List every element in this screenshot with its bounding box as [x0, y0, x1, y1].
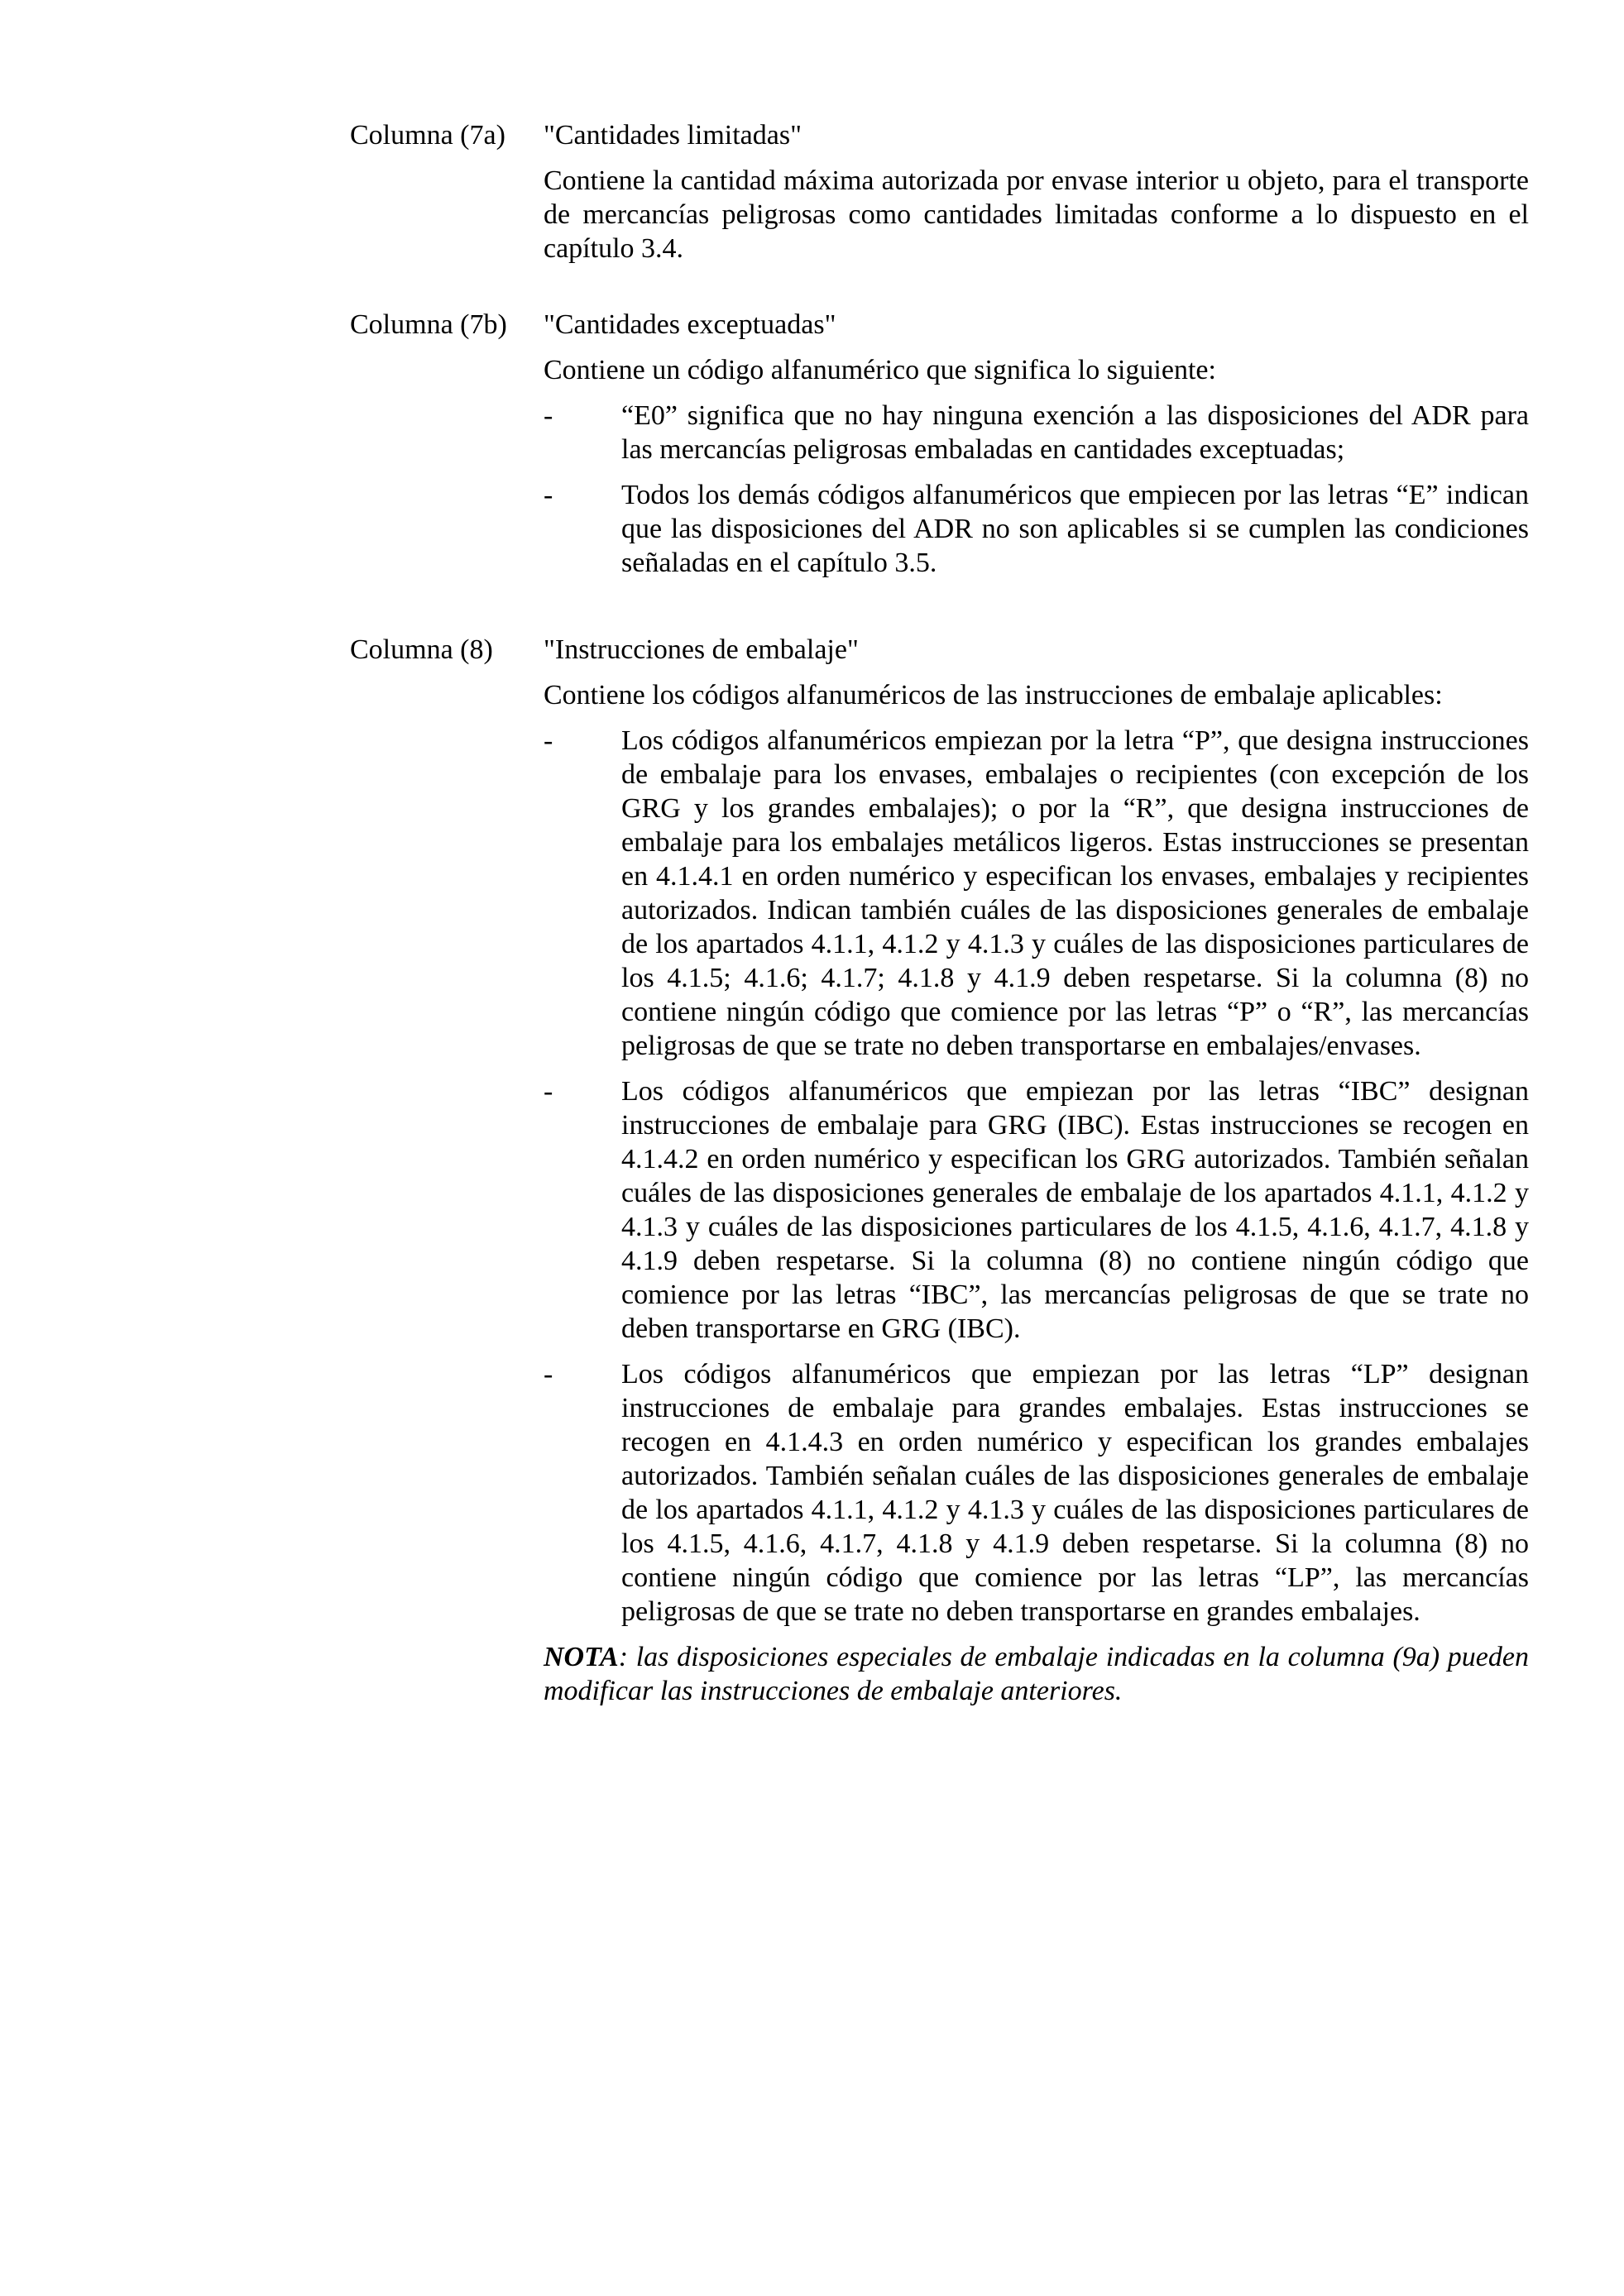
column-label: Columna (7b): [350, 309, 507, 340]
column-title: "Instrucciones de embalaje": [544, 634, 859, 665]
column-title: "Cantidades limitadas": [544, 120, 802, 151]
bullet-dash: -: [544, 1076, 553, 1107]
bullet-dash: -: [544, 480, 553, 510]
list-item: [544, 1357, 1529, 1629]
bullet-dash: -: [544, 725, 553, 756]
column-label: Columna (7a): [350, 120, 505, 151]
note-text: : las disposiciones especiales de embalaje indicadas en la columna (9a) pueden modificar las instrucciones de embalaje anteriores.: [544, 1642, 1529, 1706]
column-body: [544, 633, 1529, 1708]
list-item: [544, 478, 1529, 580]
note-label: NOTA: [544, 1642, 619, 1672]
list-item: [544, 1074, 1529, 1346]
column-body: [544, 308, 1529, 580]
list-item: [544, 399, 1529, 466]
column-paragraph: Contiene los códigos alfanuméricos de las instrucciones de embalaje aplicables:: [544, 680, 1443, 710]
bullet-dash: -: [544, 400, 553, 431]
bullet-text: “E0” significa que no hay ninguna exención a las disposiciones del ADR para las mercancías peligrosas embaladas en cantidades exceptuadas;: [621, 400, 1529, 465]
bullet-text: Los códigos alfanuméricos que empiezan por las letras “LP” designan instrucciones de embalaje para grandes embalajes. Estas instrucciones se recogen en 4.1.4.3 en orden numérico y especifican los grandes embalajes autorizados. También señalan cuáles de las disposiciones generales de embalaje de los apartados 4.1.1, 4.1.2 y 4.1.3 y cuáles de las disposiciones particulares de los 4.1.5, 4.1.6, 4.1.7, 4.1.8 y 4.1.9 deben respetarse. Si la columna (8) no contiene ningún código que comience por las letras “LP”, las mercancías peligrosas de que se trate no deben transportarse en grandes embalajes.: [621, 1359, 1529, 1627]
column-body: [544, 118, 1529, 265]
list-item: [544, 724, 1529, 1063]
bullet-dash: -: [544, 1359, 553, 1390]
column-title: "Cantidades exceptuadas": [544, 309, 836, 340]
bullet-text: Los códigos alfanuméricos empiezan por la letra “P”, que designa instrucciones de embalaje para los envases, embalajes o recipientes (con excepción de los GRG y los grandes embalajes); o por la “R”, que designa instrucciones de embalaje para los embalajes metálicos ligeros. Estas instrucciones se presentan en 4.1.4.1 en orden numérico y especifican los envases, embalajes y recipientes autorizados. Indican también cuáles de las disposiciones generales de embalaje de los apartados 4.1.1, 4.1.2 y 4.1.3 y cuáles de las disposiciones particulares de los 4.1.5; 4.1.6; 4.1.7; 4.1.8 y 4.1.9 deben respetarse. Si la columna (8) no contiene ningún código que comience por las letras “P” o “R”, las mercancías peligrosas de que se trate no deben transportarse en embalajes/envases.: [621, 725, 1529, 1061]
column-paragraph: Contiene la cantidad máxima autorizada por envase interior u objeto, para el transporte de mercancías peligrosas como cantidades limitadas conforme a lo dispuesto en el capítulo 3.4.: [544, 165, 1529, 264]
note: [544, 1640, 1529, 1708]
column-label: Columna (8): [350, 634, 493, 665]
bullet-text: Los códigos alfanuméricos que empiezan por las letras “IBC” designan instrucciones de embalaje para GRG (IBC). Estas instrucciones se recogen en 4.1.4.2 en orden numérico y especifican los GRG autorizados. También señalan cuáles de las disposiciones generales de embalaje de los apartados 4.1.1, 4.1.2 y 4.1.3 y cuáles de las disposiciones particulares de los 4.1.5, 4.1.6, 4.1.7, 4.1.8 y 4.1.9 deben respetarse. Si la columna (8) no contiene ningún código que comience por las letras “IBC”, las mercancías peligrosas de que se trate no deben transportarse en GRG (IBC).: [621, 1076, 1529, 1344]
bullet-text: Todos los demás códigos alfanuméricos que empiecen por las letras “E” indican que las disposiciones del ADR no son aplicables si se cumplen las condiciones señaladas en el capítulo 3.5.: [621, 480, 1529, 578]
column-paragraph: Contiene un código alfanumérico que significa lo siguiente:: [544, 355, 1216, 385]
